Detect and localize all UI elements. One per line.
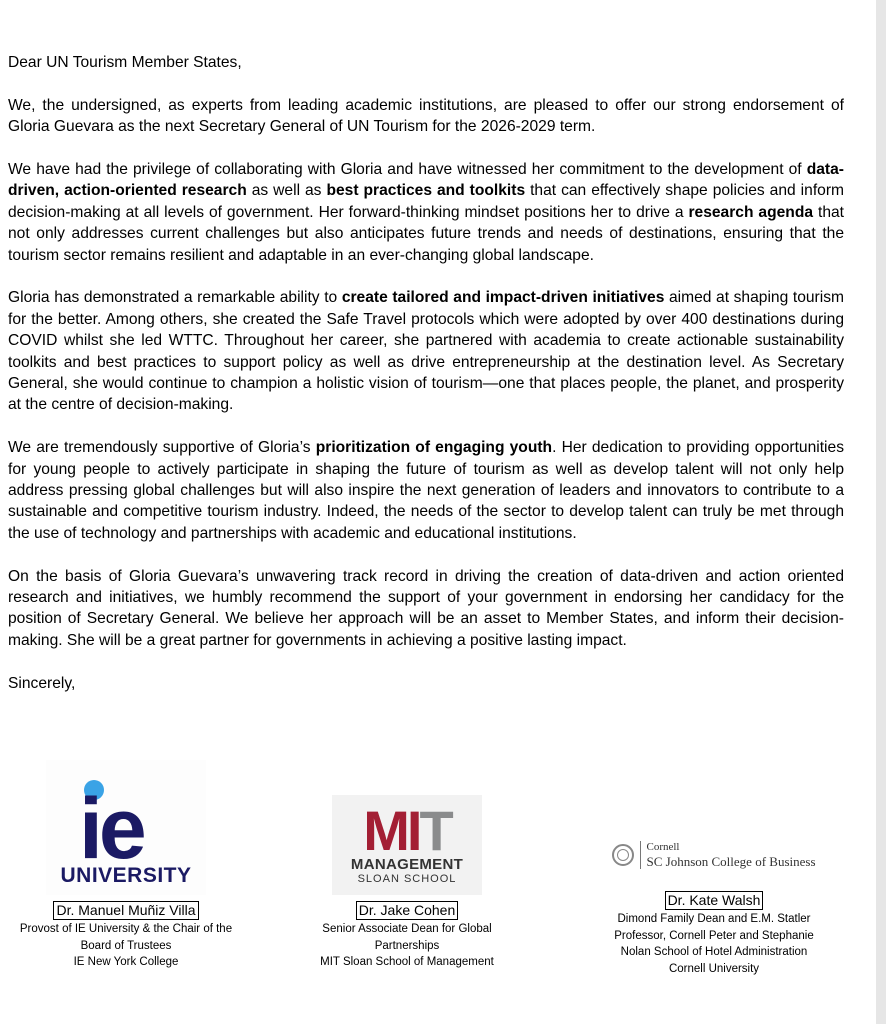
ie-mark bbox=[79, 768, 171, 877]
paragraph-recommendation: On the basis of Gloria Guevara’s unwavering track record in driving the creation of data-driven and action oriented research and initiatives, we humbly recommend the support of your government in endorsing her candidacy for the position of Secretary General. We believe her approach will be an asset to Member States, and inform their decision-making. She will be a great partner for governments in achieving a positive lasting impact. bbox=[8, 567, 844, 649]
paragraph-research: We have had the privilege of collaborating with Gloria and have witnessed her commitment to the development of data-driven, action-oriented research as well as best practices and toolkits that can effectively shape policies and inform decision-making at all levels of government. Her forward-thinking mindset positions her to drive a research agenda that not only addresses current challenges but also anticipates future trends and needs of destinations, ensuring that the tourism sector remains resilient and adaptable in an ever-changing global landscape. bbox=[8, 161, 845, 264]
signatory-name: Dr. Jake Cohen bbox=[356, 901, 459, 920]
bold-phrase: best practices and toolkits bbox=[326, 182, 526, 200]
bold-phrase: research agenda bbox=[688, 203, 814, 221]
paragraph-endorsement: We, the undersigned, as experts from leading academic institutions, are pleased to offer our strong endorsement of Gloria Guevara as the next Secretary General of UN Tourism for the 2026-2029 term. bbox=[8, 96, 844, 136]
signatory-role bbox=[596, 911, 832, 977]
closing: Sincerely, bbox=[8, 674, 76, 692]
ie-letters: ie bbox=[79, 780, 143, 877]
role-line: IE New York College bbox=[73, 956, 179, 968]
signatory-cornell bbox=[596, 760, 832, 977]
bold-phrase: prioritization of engaging youth bbox=[315, 439, 553, 457]
cornell-logo bbox=[596, 825, 832, 885]
role-line: Board of Trustees bbox=[80, 939, 172, 952]
mit-management-text: MANAGEMENT bbox=[350, 855, 464, 873]
signatory-role bbox=[8, 921, 244, 971]
salutation: Dear UN Tourism Member States, bbox=[8, 54, 242, 71]
cornell-name: Cornell bbox=[646, 841, 680, 853]
paragraph-initiatives: Gloria has demonstrated a remarkable ability to create tailored and impact-driven initiatives aimed at shaping tourism for the better. Among others, she created the Safe Travel protocols which were adopted by over 400 destinations during COVID whilst she led WTTC. Throughout her career, she partnered with academia to create actionable sustainability toolkits and best practices to support policy as well as drive entrepreneurship at the destination level. As Secretary General, she would continue to champion a holistic vision of tourism—one that places people, the planet, and prosperity at the centre of decision-making. bbox=[8, 289, 844, 414]
mit-sloan-text: SLOAN SCHOOL bbox=[357, 872, 457, 885]
bold-phrase: create tailored and impact-driven initiatives bbox=[341, 289, 665, 307]
ie-university-logo bbox=[46, 760, 206, 895]
scrollbar[interactable] bbox=[876, 0, 886, 1024]
role-line: MIT Sloan School of Management bbox=[320, 956, 494, 968]
bold-phrase: data-driven, action-oriented research bbox=[8, 161, 844, 200]
role-line: Professor, Cornell Peter and Stephanie bbox=[614, 929, 814, 942]
cornell-logo-text bbox=[640, 841, 815, 869]
role-line: Provost of IE University & the Chair of the bbox=[19, 923, 233, 935]
mit-mark-mi: MI bbox=[363, 798, 420, 862]
cornell-college: SC Johnson College of Business bbox=[646, 854, 816, 869]
cornell-seal-icon bbox=[612, 844, 634, 866]
signatory-role bbox=[296, 921, 518, 971]
letter-body bbox=[8, 52, 844, 715]
mit-mark bbox=[363, 798, 451, 862]
signatory-mit bbox=[296, 760, 518, 971]
role-line: Dimond Family Dean and E.M. Statler bbox=[617, 913, 811, 925]
ie-university-text: UNIVERSITY bbox=[60, 863, 192, 887]
role-line: Partnerships bbox=[374, 939, 440, 952]
paragraph-youth: We are tremendously supportive of Gloria’s prioritization of engaging youth. Her dedication to providing opportunities for young people to actively participate in shaping the future of tourism as well as develop talent will not only help address pressing global challenges but will also inspire the next generation of leaders and innovators to contribute to a sustainable and competitive tourism industry. Indeed, the needs of the sector to develop talent can truly be met through the use of technology and partnerships with academic and educational institutions. bbox=[8, 439, 844, 542]
signatory-name: Dr. Kate Walsh bbox=[665, 891, 764, 910]
mit-sloan-logo bbox=[332, 795, 482, 895]
signatory-name: Dr. Manuel Muñiz Villa bbox=[53, 901, 198, 920]
role-line: Nolan School of Hotel Administration bbox=[620, 946, 808, 958]
role-line: Senior Associate Dean for Global bbox=[322, 923, 492, 935]
role-line: Cornell University bbox=[668, 962, 760, 975]
mit-mark-t: T bbox=[419, 798, 451, 862]
signatory-ie bbox=[8, 760, 244, 971]
